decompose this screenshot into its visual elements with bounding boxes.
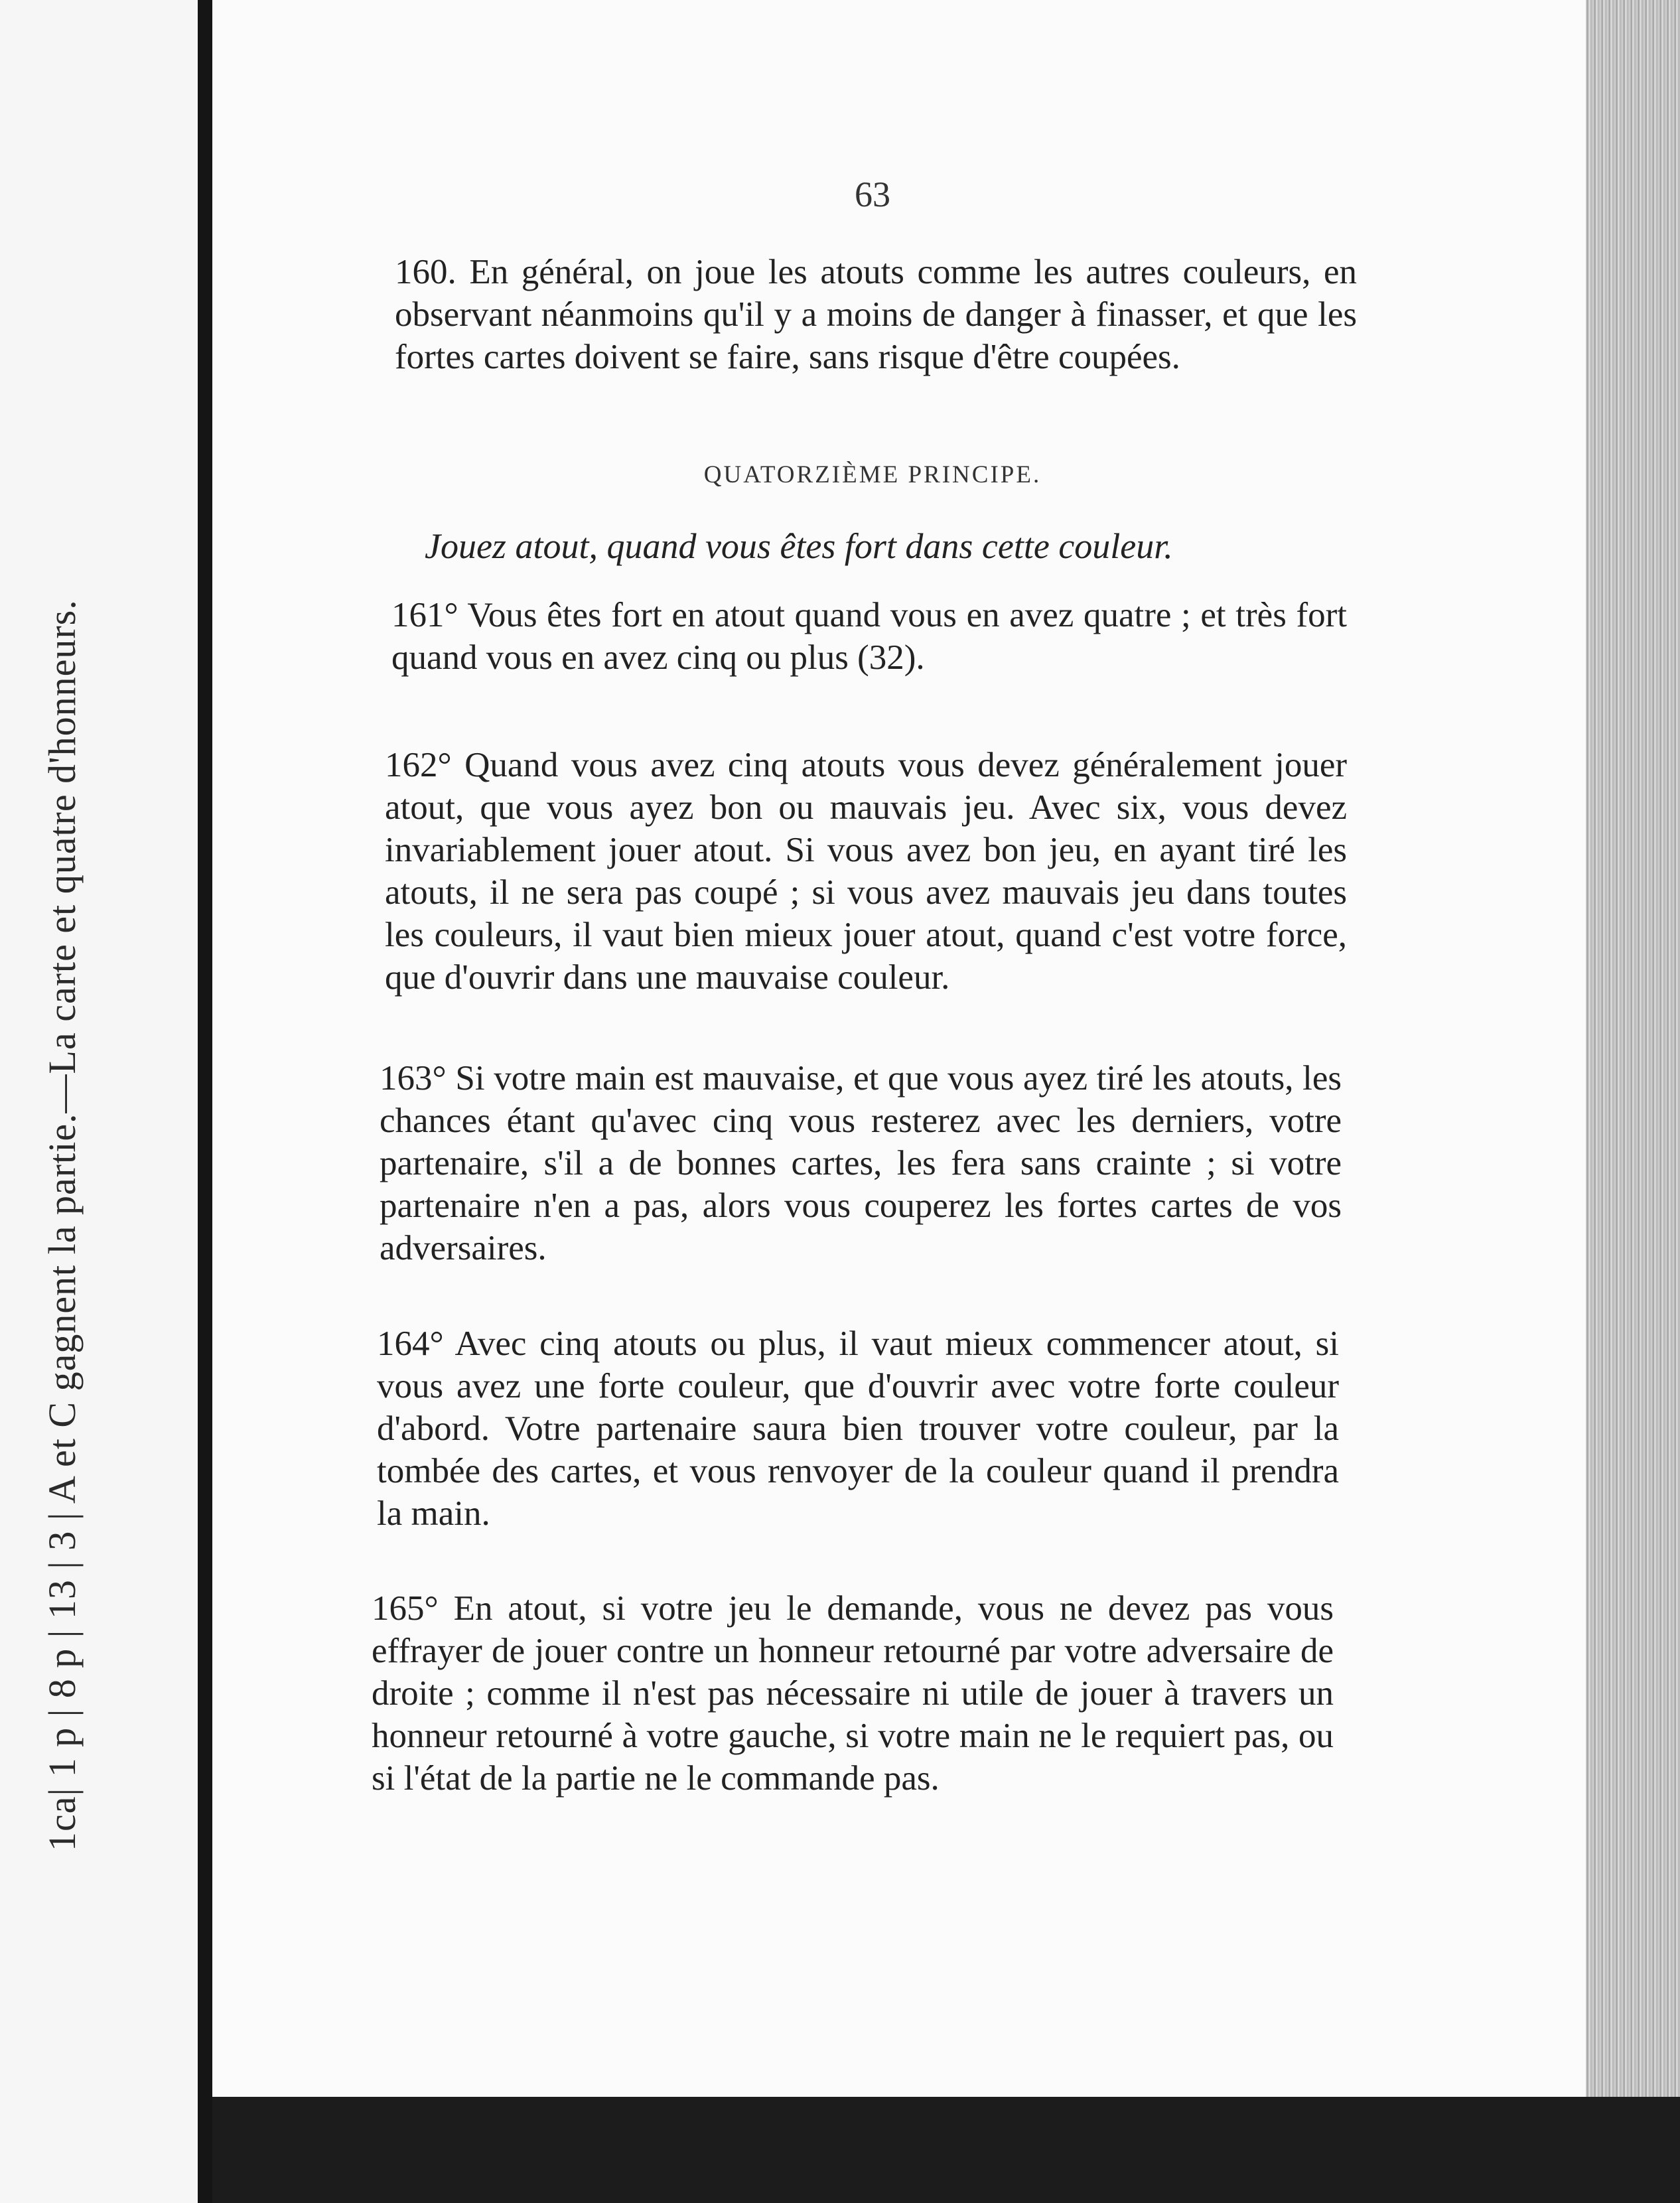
- paragraph-161: 161° Vous êtes fort en atout quand vous en avez quatre ; et très fort quand vous en avez cinq ou plus (32).: [391, 596, 1347, 677]
- bottom-shadow: [212, 2097, 1680, 2203]
- book-gutter: [198, 0, 212, 2203]
- page-edges: [1586, 0, 1680, 2097]
- page-number: 63: [855, 175, 890, 214]
- paragraph-164: 164° Avec cinq atouts ou plus, il vaut mieux commencer atout, si vous avez une forte couleur, que d'ouvrir avec votre forte couleur d'abord. Votre partenaire saura bien trouver votre couleur, par la tombée des cartes, et vous renvoyer de la couleur quand il prendra la main.: [377, 1324, 1339, 1533]
- principle-motto: Jouez atout, quand vous êtes fort dans cette couleur.: [425, 526, 1173, 566]
- paragraph-163: 163° Si votre main est mauvaise, et que vous ayez tiré les atouts, les chances étant qu'avec cinq vous resterez avec les derniers, votre partenaire, s'il a de bonnes cartes, les fera sans crainte ; si votre partenaire n'en a pas, alors vous couperez les fortes cartes de vos adversaires.: [380, 1059, 1342, 1267]
- section-heading: QUATORZIÈME PRINCIPE.: [703, 461, 1042, 488]
- paragraph-160: 160. En général, on joue les atouts comme les autres couleurs, en observant néanmoins qu'il y a moins de danger à finasser, et que les fortes cartes doivent se faire, sans risque d'être coupées.: [395, 253, 1357, 376]
- left-page: [0, 0, 198, 2203]
- paragraph-162: 162° Quand vous avez cinq atouts vous devez généralement jouer atout, que vous ayez bon ou mauvais jeu. Avec six, vous devez invariablement jouer atout. Si vous avez bon jeu, en ayant tiré les atouts, il ne sera pas coupé ; si vous avez mauvais jeu dans toutes les couleurs, il vaut bien mieux jouer atout, quand c'est votre force, que d'ouvrir dans une mauvaise couleur.: [385, 746, 1347, 997]
- paragraph-165: 165° En atout, si votre jeu le demande, vous ne devez pas vous effrayer de jouer contre un honneur retourné par votre adversaire de droite ; comme il n'est pas nécessaire ni utile de jouer à travers un honneur retourné à votre gauche, si votre main ne le requiert pas, ou si l'état de la partie ne le commande pas.: [372, 1589, 1334, 1798]
- spine-text: 1ca| 1 p | 8 p | 13 | 3 | A et C gagnent la partie.—La carte et quatre d'honneurs.: [40, 599, 84, 1851]
